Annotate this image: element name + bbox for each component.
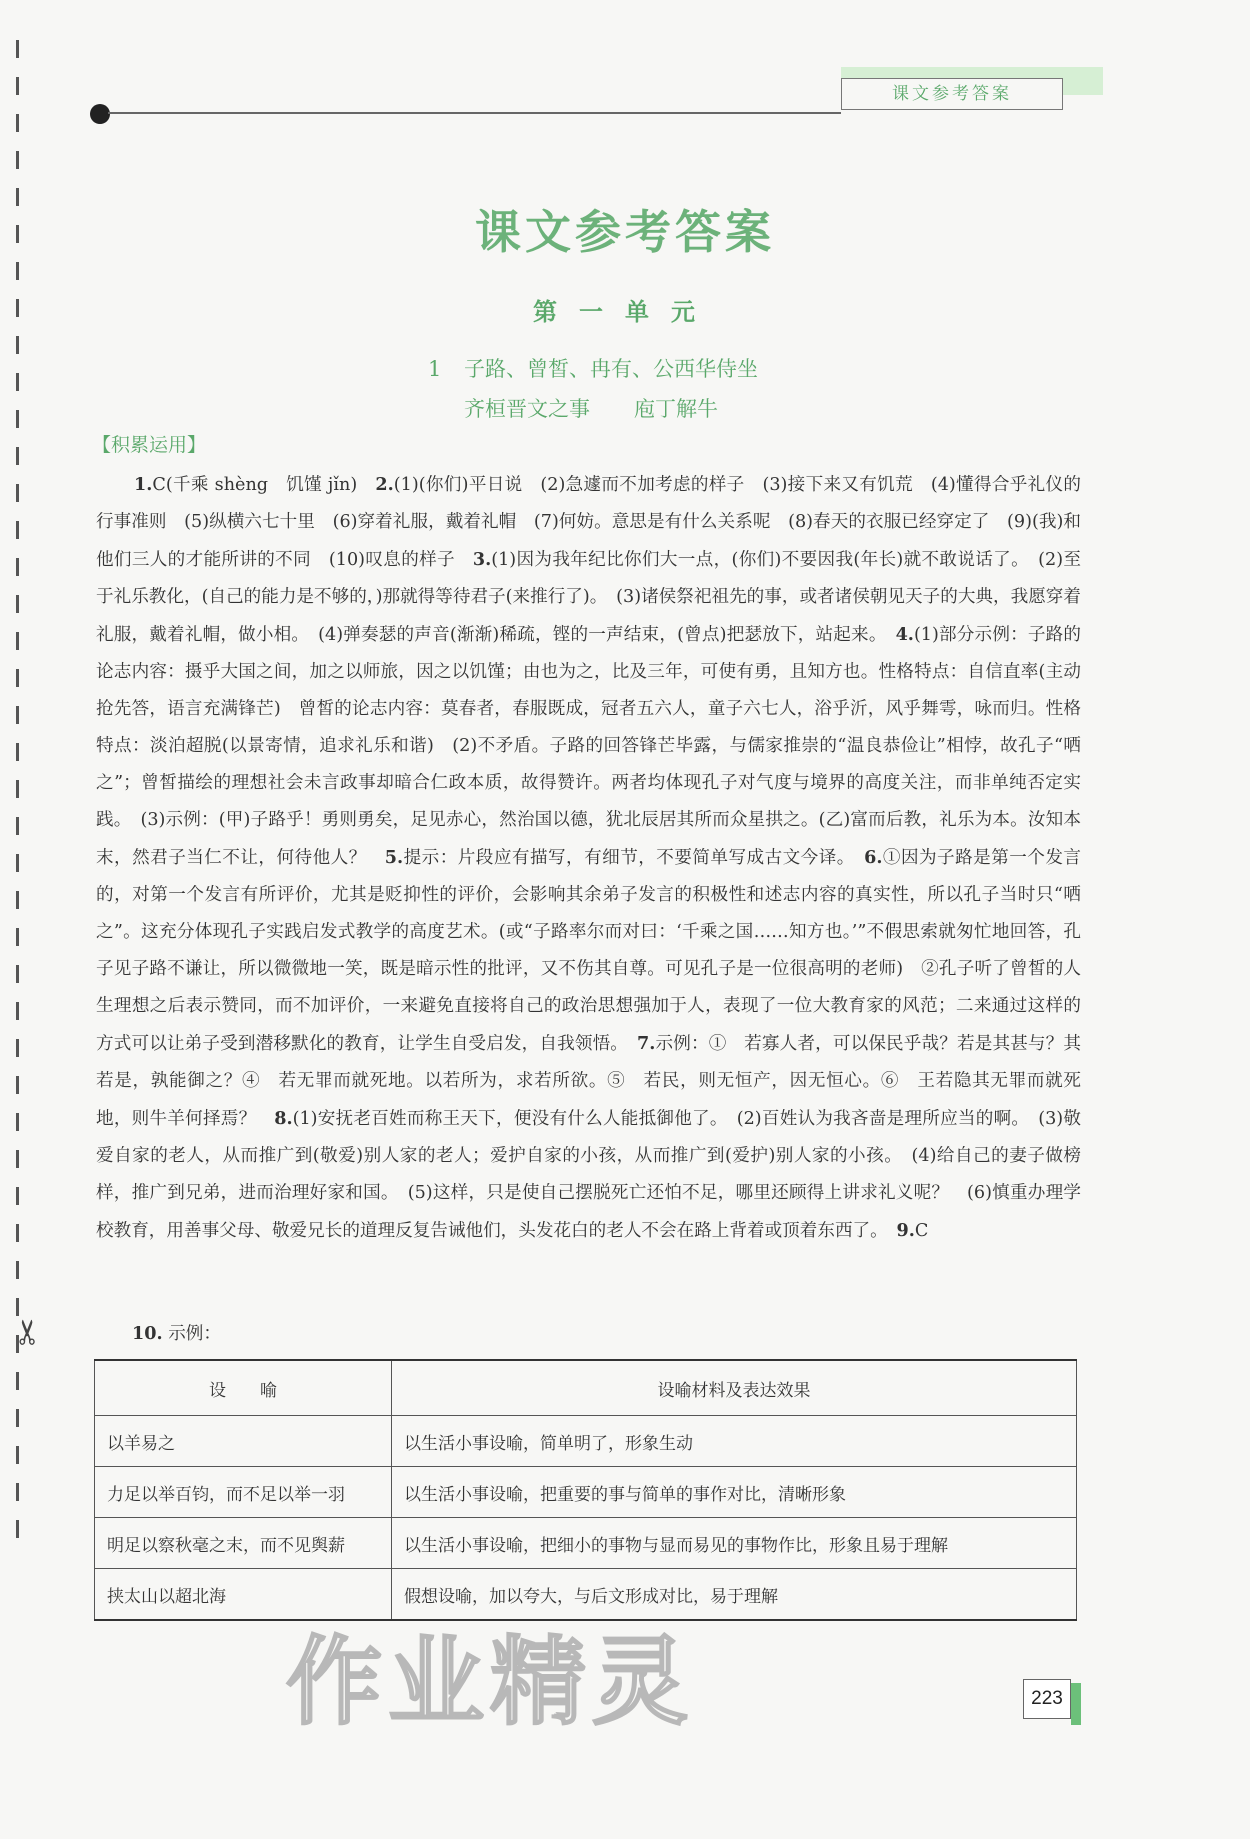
table-cell: 假想设喻，加以夸大，与后文形成对比，易于理解	[392, 1569, 1077, 1621]
lesson-subtitle	[464, 393, 718, 423]
watermark: 作业精灵	[286, 1626, 694, 1738]
header-rule	[108, 112, 841, 114]
table-header-cell: 设 喻	[95, 1360, 392, 1416]
answer-text: (1)部分示例：子路的论志内容：摄乎大国之间，加之以师旅，因之以饥馑；由也为之，比及三年，可使有勇，且知方也。性格特点：自信直率(主动抢先答，语言充满锋芒) 曾皙的论志内容：莫春者，春服既成，冠者五六人，童子六七人，浴乎沂，风乎舞雩，咏而归。性格特点：淡泊超脱(以景寄情，追求礼乐和谐) (2)不矛盾。子路的回答锋芒毕露，与儒家推崇的“温良恭俭让”相悖，故孔子“哂之”；曾皙描绘的理想社会未言政事却暗合仁政本质，故得赞许。两者均体现孔子对气度与境界的高度关注，而非单纯否定实践。 (3)示例：(甲)子路乎！勇则勇矣，足见赤心，然治国以德，犹北辰居其所而众星拱之。(乙)富而后教，礼乐为本。汝知本末，然君子当仁不让，何待他人？	[96, 625, 1081, 868]
table-row	[95, 1467, 1077, 1518]
q-number: 3.	[472, 549, 492, 570]
q-number: 2.	[375, 474, 394, 495]
table-row	[95, 1518, 1077, 1569]
binding-margin	[16, 40, 22, 1580]
scissors-icon: ✂	[8, 1317, 49, 1347]
analogy-table	[94, 1359, 1077, 1621]
table-cell: 以生活小事设喻，简单明了，形象生动	[392, 1416, 1077, 1467]
page-number-accent	[1071, 1683, 1081, 1725]
q-number: 5.	[384, 847, 404, 868]
table-cell: 以羊易之	[95, 1416, 392, 1467]
table-cell: 以生活小事设喻，把细小的事物与显而易见的事物作比，形象且易于理解	[392, 1518, 1077, 1569]
answer-text: ①因为子路是第一个发言的，对第一个发言有所评价，尤其是贬抑性的评价，会影响其余弟子发言的积极性和述志内容的真实性，所以孔子当时只“哂之”。这充分体现孔子实践启发式教学的高度艺术。(或“子路率尔而对曰：‘千乘之国……知方也。’”不假思索就匆忙地回答，孔子见子路不谦让，所以微微地一笑，既是暗示性的批评，又不伤其自尊。可见孔子是一位很高明的老师) ②孔子听了曾皙的人生理想之后表示赞同，而不加评价，一来避免直接将自己的政治思想强加于人，表现了一位大教育家的风范；二来通过这样的方式可以让弟子受到潜移默化的教育，让学生自受启发，自我领悟。	[96, 848, 1081, 1054]
table-cell: 以生活小事设喻，把重要的事与简单的事作对比，清晰形象	[392, 1467, 1077, 1518]
question-10-label	[132, 1320, 221, 1345]
answer-text: (1)安抚老百姓而称王天下，便没有什么人能抵御他了。 (2)百姓认为我吝啬是理所应当的啊。 (3)敬爱自家的老人，从而推广到(敬爱)别人家的老人；爱护自家的小孩，从而推广到(爱护)别人家的小孩。 (4)给自己的妻子做榜样，推广到兄弟，进而治理好家和国。 (5)这样，只是使自己摆脱死亡还怕不足，哪里还顾得上讲求礼义呢？ (6)慎重办理学校教育，用善事父母、敬爱兄长的道理反复告诫他们，头发花白的老人不会在路上背着或顶着东西了。	[96, 1109, 1081, 1241]
table-cell: 明足以察秋毫之末，而不见舆薪	[95, 1518, 392, 1569]
q-number: 10.	[132, 1323, 163, 1344]
table-row	[95, 1416, 1077, 1467]
answer-text: C(千乘 shèng 饥馑 jǐn)	[152, 475, 376, 495]
answer-paragraph	[96, 466, 1081, 1250]
answer-text: (1)(你们)平日说 (2)急遽而不加考虑的样子 (3)接下来又有饥荒 (4)懂得合乎礼仪的行事准则 (5)纵横六七十里 (6)穿着礼服，戴着礼帽 (7)何妨。意思是有什么关系呢 (8)春天的衣服已经穿定了 (9)(我)和他们三人的才能所讲的不同 (10)叹息的样子	[96, 475, 1082, 570]
q-number: 1.	[134, 474, 153, 495]
answer-text: 提示：片段应有描写，有细节，不要简单写成古文今译。	[403, 848, 865, 868]
answer-text: (1)因为我年纪比你们大一点，(你们)不要因我(年长)就不敢说话了。 (2)至于礼乐教化，(自己的能力是不够的，)那就得等待君子(来推行了)。 (3)诸侯祭祀祖先的事，或者诸侯朝见天子的大典，我愿穿着礼服，戴着礼帽，做小相。 (4)弹奏瑟的声音(渐渐)稀疏，铿的一声结束，(曾点)把瑟放下，站起来。	[96, 550, 1081, 645]
header-dot	[90, 104, 110, 124]
answer-text: 示例：	[168, 1324, 221, 1344]
page-title: 课文参考答案	[475, 205, 775, 259]
table-cell: 力足以举百钧，而不足以举一羽	[95, 1467, 392, 1518]
lesson-title-line2a: 齐桓晋文之事	[464, 397, 590, 421]
q-number: 4.	[895, 624, 914, 645]
table-cell: 挟太山以超北海	[95, 1569, 392, 1621]
table-header-cell: 设喻材料及表达效果	[392, 1360, 1077, 1416]
lesson-title-line1: 子路、曾皙、冉有、公西华侍坐	[464, 357, 758, 381]
table-header-row	[95, 1360, 1077, 1416]
section-label: 【积累运用】	[92, 434, 207, 456]
answer-text: C	[914, 1221, 929, 1241]
q-number: 6.	[864, 847, 883, 868]
q-number: 9.	[896, 1220, 915, 1241]
running-header: 课文参考答案	[841, 78, 1063, 110]
q-number: 8.	[274, 1108, 293, 1129]
unit-title: 第一单元	[533, 297, 717, 326]
lesson-title	[428, 353, 758, 383]
q-number: 7.	[636, 1033, 656, 1054]
answer-text: 示例：① 若寡人者，可以保民乎哉？若是其甚与？其若是，孰能御之？④ 若无罪而就死地。以若所为，求若所欲。⑤ 若民，则无恒产，因无恒心。⑥ 王若隐其无罪而就死地，则牛羊何择焉？	[96, 1034, 1081, 1129]
lesson-title-line2b: 庖丁解牛	[634, 397, 718, 421]
page-number: 223	[1023, 1679, 1071, 1719]
lesson-number: 1	[428, 357, 442, 381]
